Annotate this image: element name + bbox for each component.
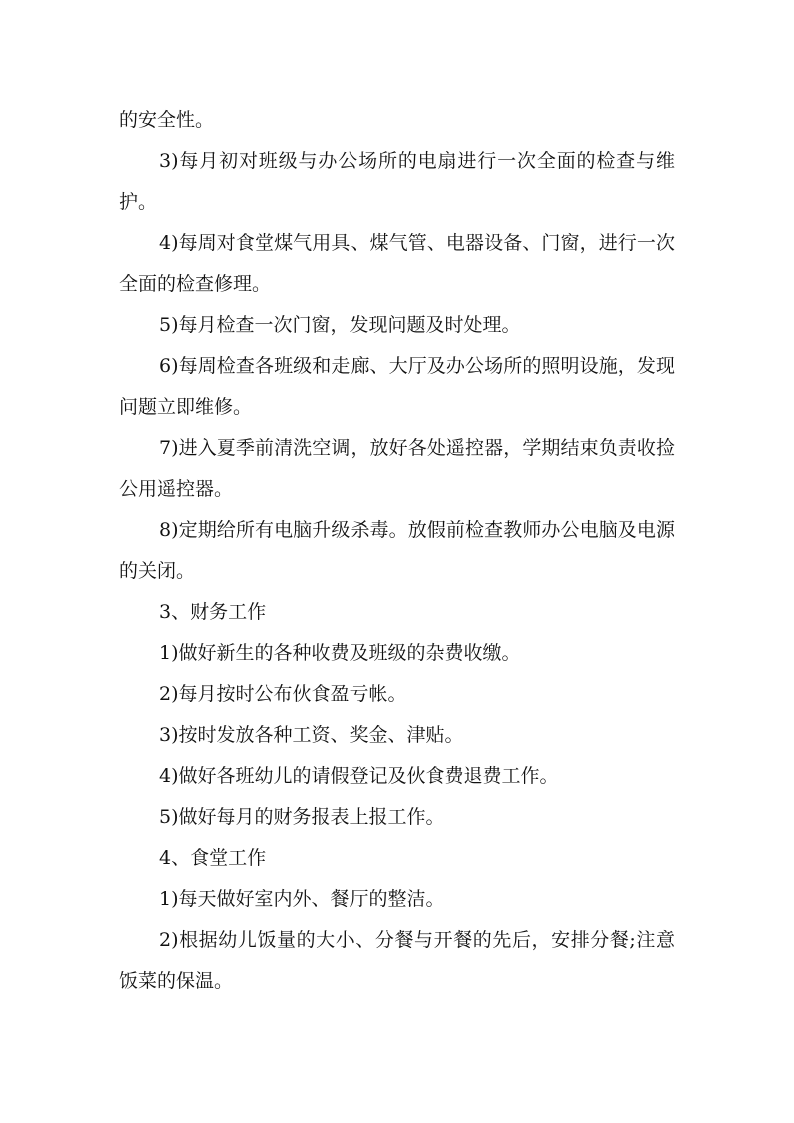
paragraph-item: 8)定期给所有电脑升级杀毒。放假前检查教师办公电脑及电源的关闭。 [119,519,675,582]
paragraph-item: 5)做好每月的财务报表上报工作。 [159,806,445,828]
paragraph-item: 1)每天做好室内外、餐厅的整洁。 [159,888,445,910]
paragraph-item: 6)每周检查各班级和走廊、大厅及办公场所的照明设施，发现问题立即维修。 [119,355,675,418]
paragraph-item: 5)每月检查一次门窗，发现问题及时处理。 [159,314,521,336]
paragraph-item: 4)每周对食堂煤气用具、煤气管、电器设备、门窗，进行一次全面的检查修理。 [119,232,675,295]
paragraph-item: 4)做好各班幼儿的请假登记及伙食费退费工作。 [159,765,559,787]
section-heading: 4、食堂工作 [159,847,267,869]
paragraph-item: 2)每月按时公布伙食盈亏帐。 [159,683,407,705]
paragraph-item: 3)按时发放各种工资、奖金、津贴。 [159,724,464,746]
paragraph-item: 1)做好新生的各种收费及班级的杂费收缴。 [159,642,521,664]
paragraph-item: 3)每月初对班级与办公场所的电扇进行一次全面的检查与维护。 [119,150,675,213]
paragraph-item: 7)进入夏季前清洗空调，放好各处遥控器，学期结束负责收捡公用遥控器。 [119,437,675,500]
paragraph-item: 2)根据幼儿饭量的大小、分餐与开餐的先后，安排分餐;注意饭菜的保温。 [119,929,675,992]
section-heading: 3、财务工作 [159,601,267,623]
document-body [119,100,675,1002]
paragraph-continuation: 的安全性。 [119,109,215,131]
